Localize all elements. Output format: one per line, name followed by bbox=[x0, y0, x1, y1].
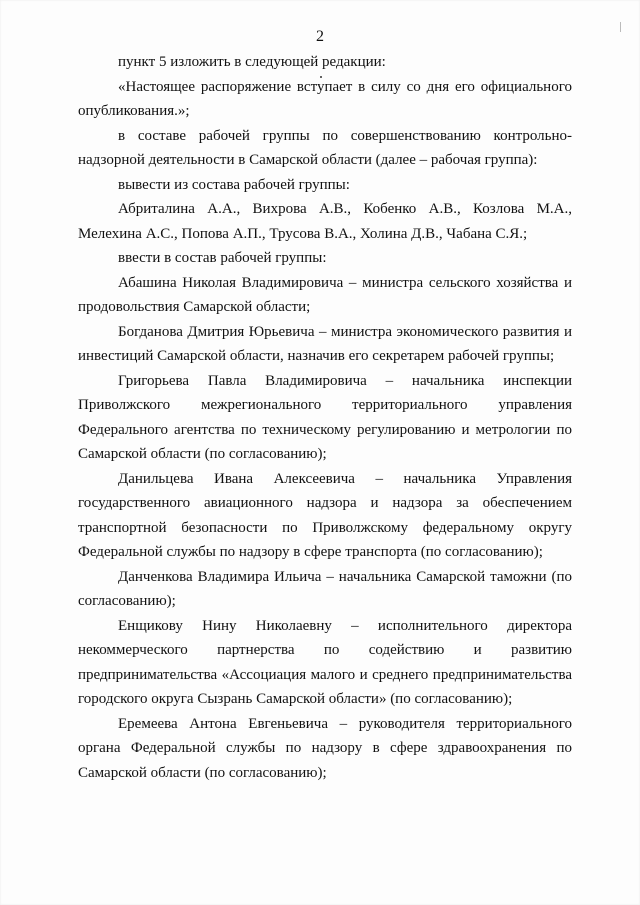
scan-speck bbox=[320, 76, 322, 78]
paragraph-11: Данченкова Владимира Ильича – начальника Самарской таможни (по согласованию); bbox=[78, 568, 572, 609]
paragraph-4: вывести из состава рабочей группы: bbox=[118, 176, 350, 193]
paragraph-12: Енщикову Нину Николаевну – исполнительного директора некоммерческого партнерства по содействию и развитию предпринимательства «Ассоциация малого и среднего предпринимательства городского округа Сызрань Самарской области» (по согласованию); bbox=[78, 617, 572, 707]
page-number: 2 bbox=[316, 28, 324, 45]
paragraph-9: Григорьева Павла Владимировича – начальника инспекции Приволжского межрегионального территориального управления Федерального агентства по техническому регулированию и метрологии по Самарской области (по согласованию); bbox=[78, 372, 572, 462]
paragraph-7: Абашина Николая Владимировича – министра сельского хозяйства и продовольствия Самарской области; bbox=[78, 274, 572, 315]
document-body bbox=[78, 50, 572, 785]
paragraph-5: Абриталина А.А., Вихрова А.В., Кобенко А.В., Козлова М.А., Мелехина А.С., Попова А.П., Трусова В.А., Холина Д.В., Чабана С.Я.; bbox=[78, 201, 572, 242]
paragraph-3: в составе рабочей группы по совершенствованию контрольно-надзорной деятельности в Самарской области (далее – рабочая группа): bbox=[78, 127, 572, 168]
paragraph-10: Данильцева Ивана Алексеевича – начальника Управления государственного авиационного надзора и надзора за обеспечением транспортной безопасности по Приволжскому федеральному округу Федеральной службы по надзору в сфере транспорта (по согласованию); bbox=[78, 470, 572, 560]
paragraph-8: Богданова Дмитрия Юрьевича – министра экономического развития и инвестиций Самарской области, назначив его секретарем рабочей группы; bbox=[78, 323, 572, 364]
paragraph-13: Еремеева Антона Евгеньевича – руководителя территориального органа Федеральной службы по надзору в сфере здравоохранения по Самарской области (по согласованию); bbox=[78, 715, 572, 781]
paragraph-2: «Настоящее распоряжение вступает в силу со дня его официального опубликования.»; bbox=[78, 78, 572, 119]
scan-speck bbox=[620, 22, 621, 32]
paragraph-6: ввести в состав рабочей группы: bbox=[118, 250, 327, 266]
paragraph-1: пункт 5 изложить в следующей редакции: bbox=[118, 54, 386, 70]
